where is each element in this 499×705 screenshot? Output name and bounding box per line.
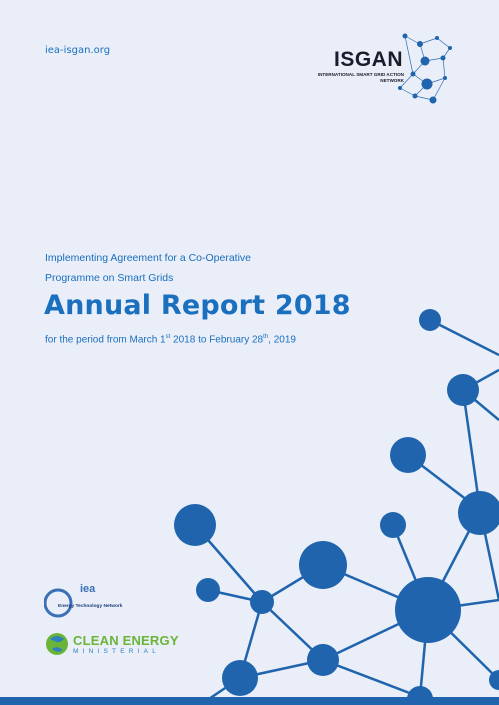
- subtitle-line-2: Programme on Smart Grids: [45, 272, 174, 284]
- period-post: , 2019: [268, 334, 296, 346]
- period-sup-2: th: [263, 334, 269, 340]
- period-sup-1: st: [165, 334, 171, 340]
- page-title: Annual Report 2018: [44, 290, 351, 321]
- page-url: iea-isgan.org: [45, 45, 111, 56]
- subtitle-line-1: Implementing Agreement for a Co-Operative: [45, 252, 252, 264]
- isgan-logo-subtitle: INTERNATIONAL SMART GRID ACTION NETWORK: [317, 72, 404, 83]
- clean-energy-globe-icon: [44, 629, 70, 659]
- bottom-bar: [0, 697, 499, 705]
- period-pre: for the period from March 1: [45, 334, 166, 346]
- iea-logo-text: iea: [80, 583, 96, 595]
- clean-energy-title: CLEAN ENERGY: [73, 633, 179, 648]
- clean-energy-subtitle: MINISTERIAL: [73, 648, 161, 655]
- iea-logo-subtitle: Energy Technology Network: [58, 604, 123, 609]
- period-mid: 2018 to February 28: [170, 334, 264, 346]
- isgan-logo-text: ISGAN: [334, 48, 404, 71]
